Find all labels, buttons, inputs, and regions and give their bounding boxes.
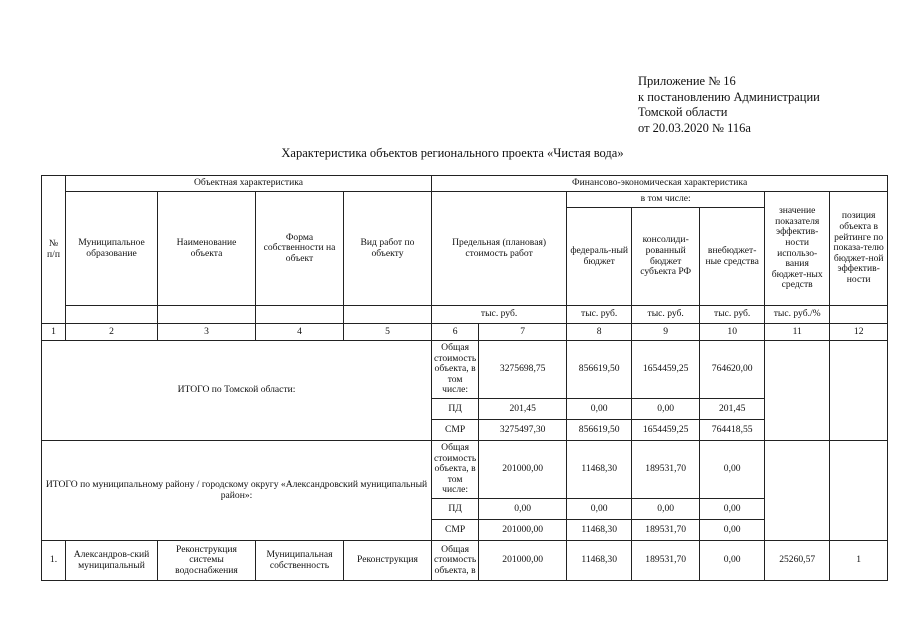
unit-total: тыс. руб. bbox=[432, 306, 567, 324]
col-number: 12 bbox=[830, 324, 888, 341]
appendix-line: Приложение № 16 bbox=[638, 74, 736, 88]
extra-value: 764620,00 bbox=[700, 341, 765, 399]
total-value: 201,45 bbox=[479, 399, 567, 420]
total-value: 201000,00 bbox=[479, 441, 567, 499]
consolidated-value: 189531,70 bbox=[632, 541, 700, 581]
district-total-label: ИТОГО по муниципальному району / городскому округу «Александровский муниципальный район»: bbox=[42, 441, 432, 541]
federal-value: 856619,50 bbox=[567, 420, 632, 441]
federal-value: 0,00 bbox=[567, 399, 632, 420]
consolidated-value: 189531,70 bbox=[632, 441, 700, 499]
characteristics-table bbox=[41, 175, 888, 581]
consolidated-value: 0,00 bbox=[632, 399, 700, 420]
extra-value: 0,00 bbox=[700, 441, 765, 499]
indicator-value bbox=[765, 341, 830, 441]
row-label: ПД bbox=[432, 499, 479, 520]
document-title: Характеристика объектов регионального проекта «Чистая вода» bbox=[281, 146, 624, 160]
federal-value: 11468,30 bbox=[567, 520, 632, 541]
col-number: 6 bbox=[432, 324, 479, 341]
header-extrabudget: внебюджет-ные средства bbox=[700, 208, 765, 306]
row-label: Общая стоимость объекта, в том числе: bbox=[432, 341, 479, 399]
indicator-value: 25260,57 bbox=[765, 541, 830, 581]
item-ownership: Муниципальная собственность bbox=[256, 541, 344, 581]
rank-value: 1 bbox=[830, 541, 888, 581]
header-municipality: Муниципальное образование bbox=[66, 192, 158, 306]
row-label: СМР bbox=[432, 520, 479, 541]
col-number: 3 bbox=[158, 324, 256, 341]
region-total-label: ИТОГО по Томской области: bbox=[42, 341, 432, 441]
rank-value bbox=[830, 441, 888, 541]
extra-value: 0,00 bbox=[700, 520, 765, 541]
appendix-note bbox=[638, 74, 820, 136]
header-federal: федераль-ный бюджет bbox=[567, 208, 632, 306]
appendix-line: Томской области bbox=[638, 105, 728, 119]
header-total-cost: Предельная (плановая) стоимость работ bbox=[432, 192, 567, 306]
col-number: 8 bbox=[567, 324, 632, 341]
appendix-line: от 20.03.2020 № 116а bbox=[638, 120, 751, 135]
header-consolidated: консолиди-рованный бюджет субъекта РФ bbox=[632, 208, 700, 306]
extra-value: 0,00 bbox=[700, 541, 765, 581]
federal-value: 11468,30 bbox=[567, 441, 632, 499]
appendix-line: к постановлению Администрации bbox=[638, 89, 820, 104]
extra-value: 764418,55 bbox=[700, 420, 765, 441]
column-numbers-row bbox=[42, 324, 888, 341]
table-row bbox=[42, 441, 888, 499]
col-number: 9 bbox=[632, 324, 700, 341]
unit-rank bbox=[830, 306, 888, 324]
unit-consolidated: тыс. руб. bbox=[632, 306, 700, 324]
extra-value: 0,00 bbox=[700, 499, 765, 520]
header-indicator: значение показателя эффектив-ности использо-вания бюджет-ных средств bbox=[765, 192, 830, 306]
header-municipality-unit bbox=[66, 306, 158, 324]
header-object-name: Наименование объекта bbox=[158, 192, 256, 306]
row-label: СМР bbox=[432, 420, 479, 441]
unit-federal: тыс. руб. bbox=[567, 306, 632, 324]
total-value: 201000,00 bbox=[479, 541, 567, 581]
header-ownership-unit bbox=[256, 306, 344, 324]
header-including: в том числе: bbox=[567, 192, 765, 208]
consolidated-value: 0,00 bbox=[632, 499, 700, 520]
row-label: Общая стоимость объекта, в том числе: bbox=[432, 441, 479, 499]
extra-value: 201,45 bbox=[700, 399, 765, 420]
table-row bbox=[42, 341, 888, 399]
total-value: 3275497,30 bbox=[479, 420, 567, 441]
row-label: ПД bbox=[432, 399, 479, 420]
header-finance-group: Финансово-экономическая характеристика bbox=[432, 176, 888, 192]
header-object-name-unit bbox=[158, 306, 256, 324]
federal-value: 11468,30 bbox=[567, 541, 632, 581]
col-number: 1 bbox=[42, 324, 66, 341]
unit-extra: тыс. руб. bbox=[700, 306, 765, 324]
item-work-type: Реконструкция bbox=[344, 541, 432, 581]
header-object-group: Объектная характеристика bbox=[66, 176, 432, 192]
col-number: 10 bbox=[700, 324, 765, 341]
indicator-value bbox=[765, 441, 830, 541]
header-work-type-unit bbox=[344, 306, 432, 324]
item-num: 1. bbox=[42, 541, 66, 581]
row-label: Общая стоимость объекта, в bbox=[432, 541, 479, 581]
header-ownership: Форма собственности на объект bbox=[256, 192, 344, 306]
header-num: № п/п bbox=[42, 176, 66, 324]
consolidated-value: 1654459,25 bbox=[632, 420, 700, 441]
col-number: 4 bbox=[256, 324, 344, 341]
total-value: 201000,00 bbox=[479, 520, 567, 541]
col-number: 5 bbox=[344, 324, 432, 341]
item-municipality: Александров-ский муниципальный bbox=[66, 541, 158, 581]
col-number: 2 bbox=[66, 324, 158, 341]
total-value: 3275698,75 bbox=[479, 341, 567, 399]
table-row bbox=[42, 541, 888, 581]
federal-value: 0,00 bbox=[567, 499, 632, 520]
total-value: 0,00 bbox=[479, 499, 567, 520]
header-work-type: Вид работ по объекту bbox=[344, 192, 432, 306]
col-number: 11 bbox=[765, 324, 830, 341]
consolidated-value: 1654459,25 bbox=[632, 341, 700, 399]
consolidated-value: 189531,70 bbox=[632, 520, 700, 541]
item-object-name: Реконструкция системы водоснабжения bbox=[158, 541, 256, 581]
col-number: 7 bbox=[479, 324, 567, 341]
rank-value bbox=[830, 341, 888, 441]
header-rank: позиция объекта в рейтинге по показа-телю бюджет-ной эффектив-ности bbox=[830, 192, 888, 306]
federal-value: 856619,50 bbox=[567, 341, 632, 399]
unit-indicator: тыс. руб./% bbox=[765, 306, 830, 324]
